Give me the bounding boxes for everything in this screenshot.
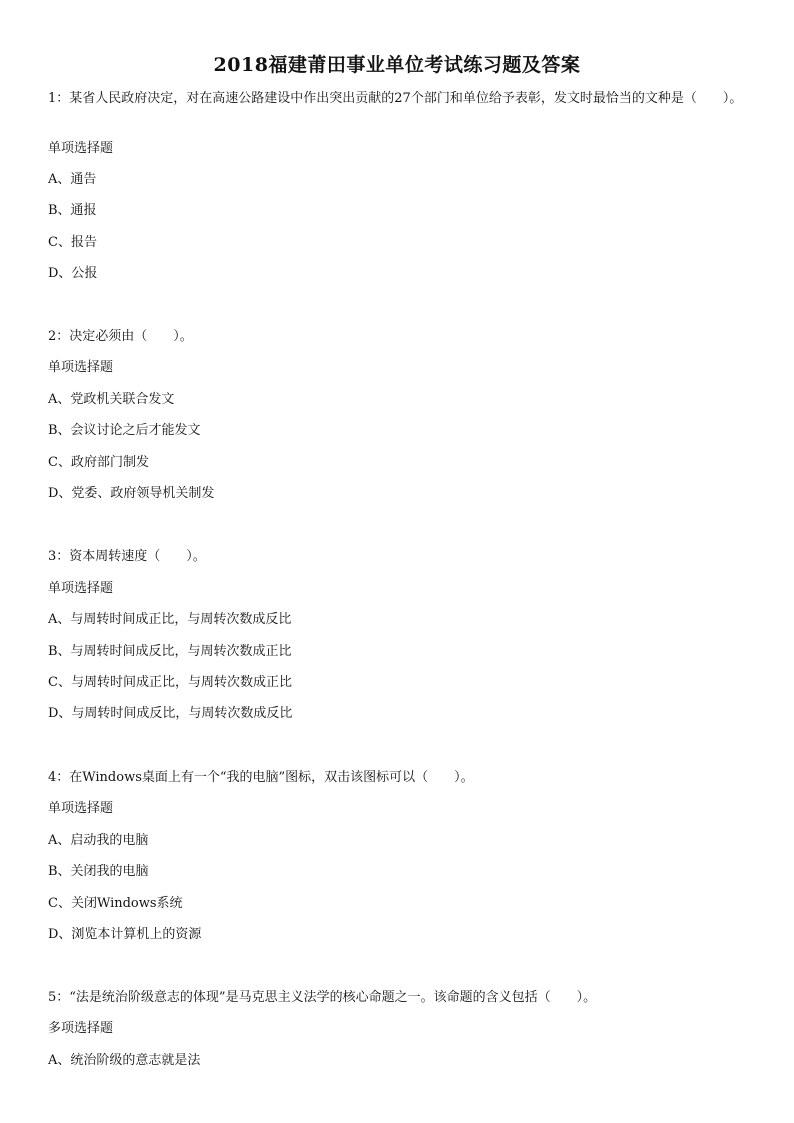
- question-1-option-b: B、通报: [48, 203, 97, 218]
- question-4-type: 单项选择题: [48, 801, 114, 816]
- question-4-stem: 4：在Windows桌面上有一个“我的电脑”图标，双击该图标可以（ ）。: [48, 770, 474, 785]
- question-5-type: 多项选择题: [48, 1021, 114, 1036]
- question-2-type: 单项选择题: [48, 360, 114, 375]
- question-1-type: 单项选择题: [48, 141, 114, 156]
- question-1-option-a: A、通告: [48, 172, 97, 187]
- question-2-option-c: C、政府部门制发: [48, 455, 149, 470]
- question-1-option-c: C、报告: [48, 235, 97, 250]
- question-3-option-a: A、与周转时间成正比，与周转次数成反比: [48, 612, 292, 627]
- page-title: 2018福建莆田事业单位考试练习题及答案: [213, 54, 581, 76]
- question-2-option-d: D、党委、政府领导机关制发: [48, 486, 215, 501]
- question-4-option-a: A、启动我的电脑: [48, 833, 149, 848]
- question-4-option-c: C、关闭Windows系统: [48, 896, 183, 911]
- question-5-option-a: A、统治阶级的意志就是法: [48, 1053, 201, 1068]
- question-3-option-b: B、与周转时间成反比，与周转次数成正比: [48, 644, 292, 659]
- question-5-stem: 5：“法是统治阶级意志的体现”是马克思主义法学的核心命题之一。该命题的含义包括（ ）。: [48, 990, 597, 1005]
- question-3-stem: 3：资本周转速度（ ）。: [48, 549, 206, 564]
- question-4-option-b: B、关闭我的电脑: [48, 864, 149, 879]
- question-1-option-d: D、公报: [48, 266, 98, 281]
- question-3-option-c: C、与周转时间成正比，与周转次数成正比: [48, 675, 292, 690]
- question-3-option-d: D、与周转时间成反比，与周转次数成反比: [48, 706, 293, 721]
- question-1-stem: 1：某省人民政府决定，对在高速公路建设中作出突出贡献的27个部门和单位给予表彰，发文时最恰当的文种是（ ）。: [48, 91, 743, 106]
- question-2-option-b: B、会议讨论之后才能发文: [48, 423, 201, 438]
- question-4-option-d: D、浏览本计算机上的资源: [48, 927, 202, 942]
- question-3-type: 单项选择题: [48, 581, 114, 596]
- question-2-option-a: A、党政机关联合发文: [48, 392, 175, 407]
- question-2-stem: 2：决定必须由（ ）。: [48, 329, 193, 344]
